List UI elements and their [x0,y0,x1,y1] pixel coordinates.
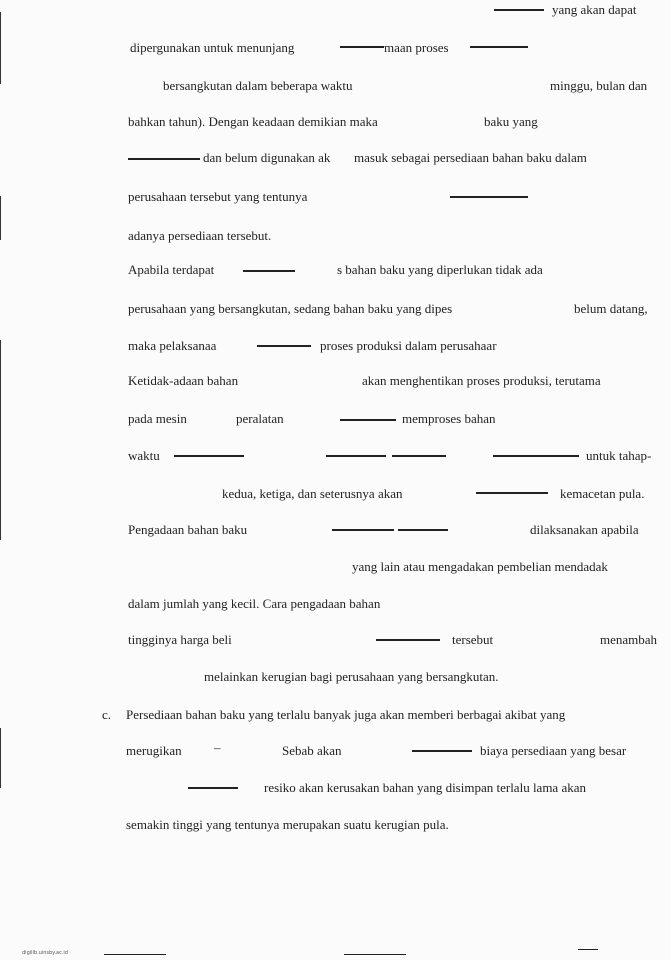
footer-watermark-text: digilib.uinsby.ac.id [22,950,68,956]
text-line: peralatan [236,411,284,426]
redaction-line [376,639,440,641]
text-line: yang akan dapat [552,2,637,17]
text-line: bersangkutan dalam beberapa waktu [163,78,353,93]
text-line: baku yang [484,114,538,129]
text-line: merugikan [126,743,182,758]
redaction-line [412,750,472,752]
text-line: belum datang, [574,301,648,316]
text-line: dalam jumlah yang kecil. Cara pengadaan bahan [128,596,381,611]
text-line: masuk sebagai persediaan bahan baku dalam [354,150,587,165]
redaction-line [340,419,396,421]
text-line: untuk tahap- [586,448,652,463]
text-line: tingginya harga beli [128,632,232,647]
text-line: Ketidak-adaan bahan [128,373,239,388]
redaction-line [476,492,548,494]
text-line: tersebut [452,632,494,647]
text-line: Pengadaan bahan baku [128,522,248,537]
redaction-line [188,787,238,789]
text-line: – [214,740,221,755]
text-line: biaya persediaan yang besar [480,743,627,758]
text-line: proses produksi dalam perusahaar [320,338,497,353]
text-line: perusahaan yang bersangkutan, sedang bahan baku yang dipes [128,301,453,316]
text-line: perusahaan tersebut yang tentunya [128,189,308,204]
text-line: maan proses [384,40,449,55]
redaction-line [174,455,244,457]
text-line: Persediaan bahan baku yang terlalu banyak juga akan memberi berbagai akibat yang [126,707,566,722]
footer-line [578,949,598,950]
text-line: s bahan baku yang diperlukan tidak ada [337,262,543,277]
text-line: pada mesin [128,411,187,426]
text-line: yang lain atau mengadakan pembelian mendadak [352,559,608,574]
redaction-line [340,46,384,48]
redaction-line [326,455,386,457]
text-line: dilaksanakan apabila [530,522,639,537]
margin-mark-2 [0,196,1,240]
text-line: maka pelaksanaa [128,338,217,353]
footer-line [344,954,406,955]
redaction-line [128,158,200,160]
text-line: menambah [600,632,658,647]
redaction-line [494,9,544,11]
margin-mark-3 [0,340,1,540]
redaction-line [450,196,528,198]
margin-mark-4 [0,728,1,788]
text-line: resiko akan kerusakan bahan yang disimpan terlalu lama akan [264,780,586,795]
text-line: adanya persediaan tersebut. [128,228,272,243]
text-line: dipergunakan untuk menunjang [130,40,295,55]
text-line: memproses bahan [402,411,496,426]
footer-line [104,954,166,955]
text-line: Apabila terdapat [128,262,215,277]
redaction-line [243,270,295,272]
text-line: semakin tinggi yang tentunya merupakan suatu kerugian pula. [126,817,449,832]
text-line: kemacetan pula. [560,486,645,501]
redaction-line [392,455,446,457]
list-marker: c. [102,707,112,722]
text-line: kedua, ketiga, dan seterusnya akan [222,486,403,501]
text-line: akan menghentikan proses produksi, terutama [362,373,601,388]
redaction-line [398,529,448,531]
text-line: melainkan kerugian bagi perusahaan yang bersangkutan. [204,669,499,684]
text-line: bahkan tahun). Dengan keadaan demikian maka [128,114,378,129]
text-line: dan belum digunakan ak [203,150,331,165]
margin-mark-1 [0,12,1,84]
text-line: Sebab akan [282,743,342,758]
redaction-line [493,455,579,457]
redaction-line [470,46,528,48]
redaction-line [332,529,394,531]
text-line: waktu [128,448,160,463]
redaction-line [257,345,311,347]
text-line: minggu, bulan dan [550,78,648,93]
